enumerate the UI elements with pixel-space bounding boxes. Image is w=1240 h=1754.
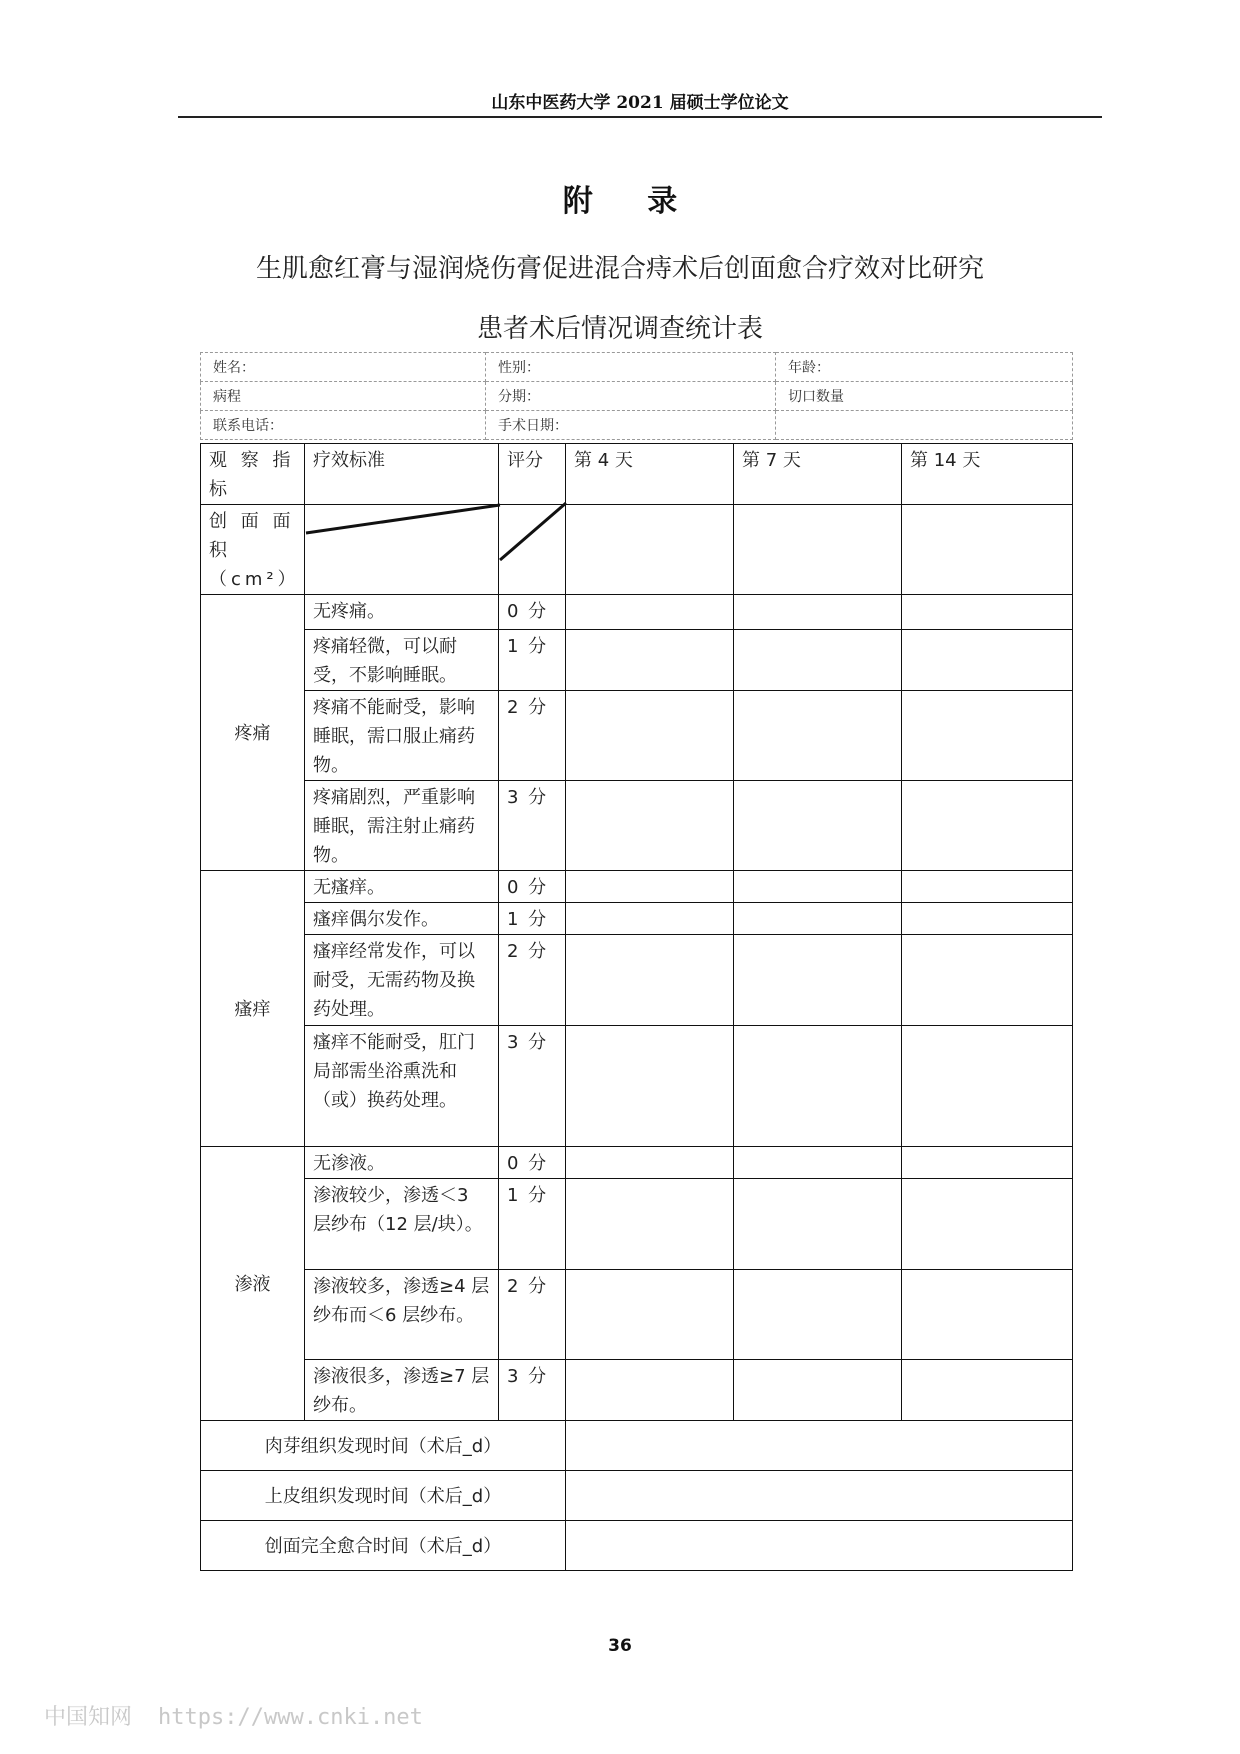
pain-category: 疼痛: [201, 595, 305, 871]
healing-time-label: 创面完全愈合时间（术后_d）: [201, 1521, 566, 1571]
score-cell: 1 分: [499, 630, 566, 691]
granulation-time-cell[interactable]: [566, 1421, 1073, 1471]
wound-area-label: 创 面 面 积（cm²）: [201, 505, 305, 595]
info-row: [201, 382, 1073, 411]
patient-info-table: [200, 352, 1073, 440]
day14-cell[interactable]: [902, 691, 1073, 781]
crossed-out-cell: [305, 505, 499, 595]
age-field[interactable]: 年龄：: [776, 353, 1073, 382]
criteria-cell: 渗液很多，渗透≥7 层纱布。: [305, 1360, 499, 1421]
day7-cell[interactable]: [734, 595, 902, 630]
score-cell: 2 分: [499, 1270, 566, 1360]
criteria-cell: 疼痛不能耐受，影响睡眠，需口服止痛药物。: [305, 691, 499, 781]
table-row: [201, 781, 1073, 871]
crossed-out-cell: [499, 505, 566, 595]
table-row: [201, 903, 1073, 935]
watermark: [44, 1700, 423, 1731]
table-row: [201, 691, 1073, 781]
day4-cell[interactable]: [566, 1270, 734, 1360]
day4-cell[interactable]: [566, 935, 734, 1026]
footer-row: [201, 1421, 1073, 1471]
itch-category: 瘙痒: [201, 871, 305, 1147]
score-cell: 3 分: [499, 1026, 566, 1147]
criteria-cell: 渗液较多，渗透≥4 层纱布而＜6 层纱布。: [305, 1270, 499, 1360]
table-row: [201, 595, 1073, 630]
course-field[interactable]: 病程: [201, 382, 486, 411]
header-score: 评分: [499, 444, 566, 505]
day14-cell[interactable]: [902, 1147, 1073, 1179]
day4-cell[interactable]: [566, 1360, 734, 1421]
day7-cell[interactable]: [734, 903, 902, 935]
criteria-cell: 瘙痒不能耐受，肛门局部需坐浴熏洗和（或）换药处理。: [305, 1026, 499, 1147]
day4-cell[interactable]: [566, 903, 734, 935]
table-row: [201, 871, 1073, 903]
criteria-cell: 无疼痛。: [305, 595, 499, 630]
header-day7: 第 7 天: [734, 444, 902, 505]
score-cell: 2 分: [499, 935, 566, 1026]
epithelium-time-cell[interactable]: [566, 1471, 1073, 1521]
assessment-table: [200, 443, 1073, 1571]
day4-cell[interactable]: [566, 781, 734, 871]
name-field[interactable]: 姓名：: [201, 353, 486, 382]
watermark-url[interactable]: https://www.cnki.net: [158, 1705, 423, 1730]
header-rule: [178, 116, 1102, 118]
score-cell: 3 分: [499, 781, 566, 871]
criteria-cell: 无瘙痒。: [305, 871, 499, 903]
score-cell: 0 分: [499, 595, 566, 630]
day4-cell[interactable]: [566, 505, 734, 595]
day14-cell[interactable]: [902, 1360, 1073, 1421]
day7-cell[interactable]: [734, 871, 902, 903]
criteria-cell: 无渗液。: [305, 1147, 499, 1179]
day7-cell[interactable]: [734, 505, 902, 595]
healing-time-cell[interactable]: [566, 1521, 1073, 1571]
day4-cell[interactable]: [566, 1179, 734, 1270]
day7-cell[interactable]: [734, 1179, 902, 1270]
header-row: [201, 444, 1073, 505]
wound-area-row: [201, 505, 1073, 595]
footer-row: [201, 1521, 1073, 1571]
day7-cell[interactable]: [734, 1147, 902, 1179]
footer-row: [201, 1471, 1073, 1521]
day7-cell[interactable]: [734, 630, 902, 691]
page-number: 36: [608, 1636, 632, 1656]
running-header: 山东中医药大学 2021 届硕士学位论文: [491, 93, 789, 113]
day14-cell[interactable]: [902, 781, 1073, 871]
appendix-title: 附 录: [562, 184, 700, 219]
criteria-cell: 瘙痒偶尔发作。: [305, 903, 499, 935]
day14-cell[interactable]: [902, 1179, 1073, 1270]
score-cell: 1 分: [499, 903, 566, 935]
criteria-cell: 疼痛剧烈，严重影响睡眠，需注射止痛药物。: [305, 781, 499, 871]
header-indicator: 观 察 指 标: [201, 444, 305, 505]
day4-cell[interactable]: [566, 595, 734, 630]
watermark-brand: 中国知网: [44, 1705, 133, 1730]
day7-cell[interactable]: [734, 935, 902, 1026]
day14-cell[interactable]: [902, 1026, 1073, 1147]
day4-cell[interactable]: [566, 1026, 734, 1147]
table-row: [201, 630, 1073, 691]
day7-cell[interactable]: [734, 781, 902, 871]
form-title: 患者术后情况调查统计表: [476, 314, 763, 344]
info-row: [201, 411, 1073, 440]
phone-field[interactable]: 联系电话：: [201, 411, 486, 440]
day4-cell[interactable]: [566, 691, 734, 781]
table-row: [201, 1270, 1073, 1360]
criteria-cell: 疼痛轻微，可以耐受，不影响睡眠。: [305, 630, 499, 691]
score-cell: 0 分: [499, 1147, 566, 1179]
header-criteria: 疗效标准: [305, 444, 499, 505]
incision-count-field[interactable]: 切口数量: [776, 382, 1073, 411]
day14-cell[interactable]: [902, 935, 1073, 1026]
day4-cell[interactable]: [566, 871, 734, 903]
day14-cell[interactable]: [902, 630, 1073, 691]
epithelium-time-label: 上皮组织发现时间（术后_d）: [201, 1471, 566, 1521]
score-cell: 3 分: [499, 1360, 566, 1421]
criteria-cell: 渗液较少，渗透＜3 层纱布（12 层/块）。: [305, 1179, 499, 1270]
gender-field[interactable]: 性别：: [486, 353, 776, 382]
day4-cell[interactable]: [566, 630, 734, 691]
granulation-time-label: 肉芽组织发现时间（术后_d）: [201, 1421, 566, 1471]
header-day14: 第 14 天: [902, 444, 1073, 505]
table-row: [201, 1026, 1073, 1147]
study-title: 生肌愈红膏与湿润烧伤膏促进混合痔术后创面愈合疗效对比研究: [255, 254, 984, 284]
day4-cell[interactable]: [566, 1147, 734, 1179]
criteria-cell: 瘙痒经常发作，可以耐受，无需药物及换药处理。: [305, 935, 499, 1026]
exudate-category: 渗液: [201, 1147, 305, 1421]
day14-cell[interactable]: [902, 871, 1073, 903]
table-row: [201, 1179, 1073, 1270]
info-empty-cell: [776, 411, 1073, 440]
table-row: [201, 1360, 1073, 1421]
day14-cell[interactable]: [902, 505, 1073, 595]
stage-field[interactable]: 分期：: [486, 382, 776, 411]
table-row: [201, 1147, 1073, 1179]
day7-cell[interactable]: [734, 1270, 902, 1360]
score-cell: 1 分: [499, 1179, 566, 1270]
header-day4: 第 4 天: [566, 444, 734, 505]
day14-cell[interactable]: [902, 595, 1073, 630]
score-cell: 0 分: [499, 871, 566, 903]
day7-cell[interactable]: [734, 691, 902, 781]
table-row: [201, 935, 1073, 1026]
day7-cell[interactable]: [734, 1360, 902, 1421]
day7-cell[interactable]: [734, 1026, 902, 1147]
day14-cell[interactable]: [902, 1270, 1073, 1360]
info-row: [201, 353, 1073, 382]
surgery-date-field[interactable]: 手术日期：: [486, 411, 776, 440]
score-cell: 2 分: [499, 691, 566, 781]
day14-cell[interactable]: [902, 903, 1073, 935]
